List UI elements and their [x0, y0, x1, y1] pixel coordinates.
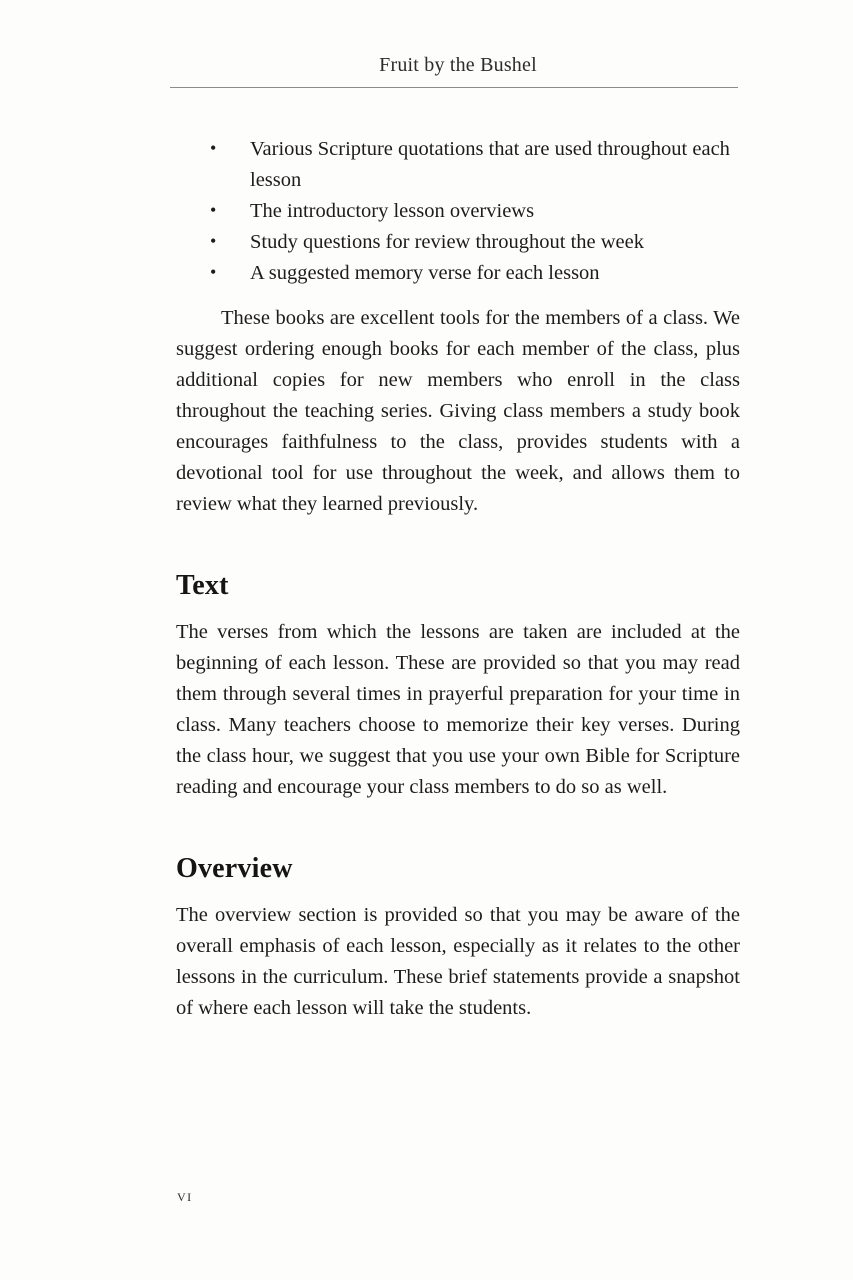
list-item-text: Various Scripture quotations that are used throughout each lesson [250, 138, 730, 191]
list-item [210, 134, 740, 196]
list-item [210, 227, 740, 258]
section-heading-overview: Overview [176, 853, 293, 884]
list-item-text: A suggested memory verse for each lesson [250, 262, 600, 284]
section-body-text: The verses from which the lessons are taken are included at the beginning of each lesson. These are provided so that you may read them through several times in prayerful preparation for your time in class. Many teachers choose to memorize their key verses. During the class hour, we suggest that you use your own Bible for Scripture reading and encourage your class members to do so as well. [176, 621, 740, 798]
list-item-text: The introductory lesson overviews [250, 200, 535, 222]
intro-paragraph: These books are excellent tools for the members of a class. We suggest ordering enough books for each member of the class, plus additional copies for new members who enroll in the class throughout the teaching series. Giving class members a study book encourages faithfulness to the class, provides students with a devotional tool for use throughout the week, and allows them to review what they learned previously. [176, 307, 740, 515]
bullet-icon: • [210, 262, 217, 282]
header-rule [170, 87, 738, 88]
page-number: vi [177, 1186, 193, 1205]
bullet-icon: • [210, 200, 217, 220]
bullet-icon: • [210, 231, 217, 251]
running-header: Fruit by the Bushel [379, 54, 537, 76]
page-content [176, 0, 740, 1024]
list-item [210, 196, 740, 227]
bullet-list [176, 134, 740, 289]
list-item [210, 258, 740, 289]
section-body-overview: The overview section is provided so that you may be aware of the overall emphasis of each lesson, especially as it relates to the other lessons in the curriculum. These brief statements provide a snapshot of where each lesson will take the students. [176, 904, 740, 1019]
bullet-icon: • [210, 138, 217, 158]
list-item-text: Study questions for review throughout the week [250, 231, 644, 253]
section-heading-text: Text [176, 570, 229, 601]
